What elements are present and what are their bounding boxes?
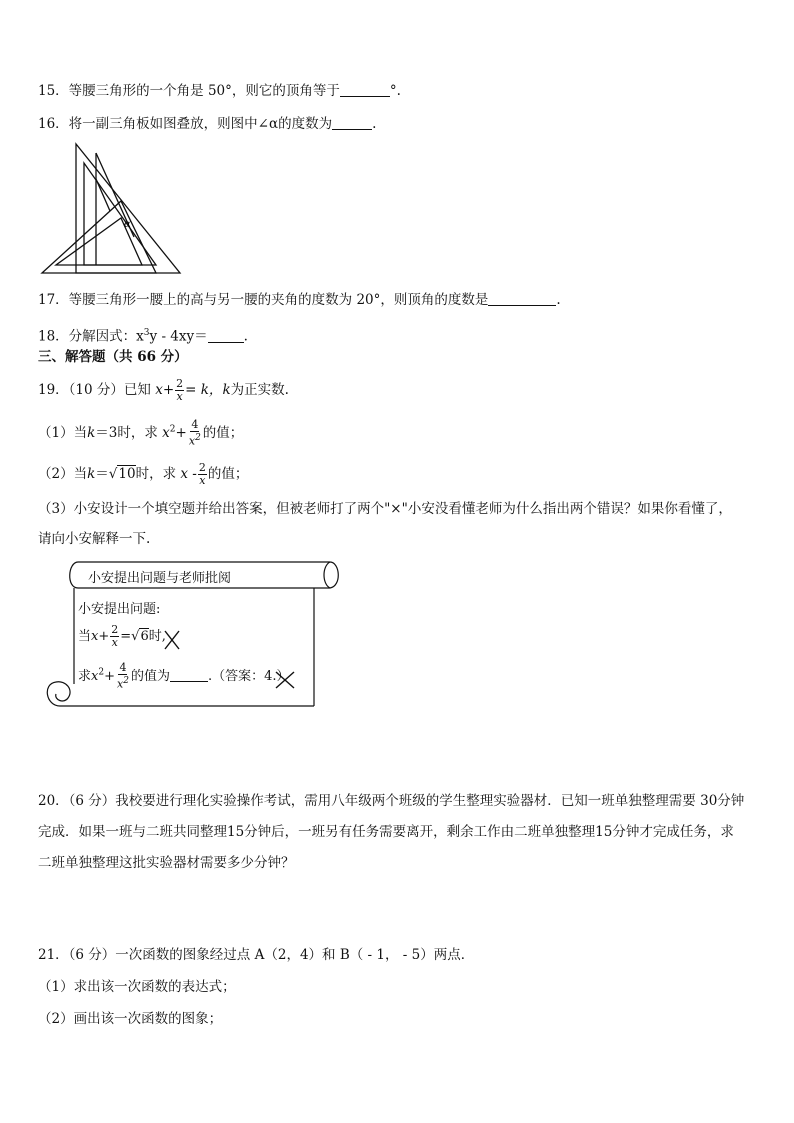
question-19-part-1: （1）当k＝3时，求 $x^2+$ $\frac{4}{x^2}$ 的值； [38, 418, 244, 448]
question-20-line-3: 二班单独整理这批实验器材需要多少分钟？ [38, 855, 295, 871]
question-15-text: 15．等腰三角形的一个角是 50°，则它的顶角等于 [38, 83, 340, 99]
set-squares-figure [38, 141, 184, 275]
fraction: $\frac{4}{x^2}$ [188, 418, 201, 448]
question-19-part-2: （2）当k＝√10时，求 x - $\frac{2}{x}$ 的值； [38, 461, 249, 487]
question-19-part-3-line-1: （3）小安设计一个填空题并给出答案，但被老师打了两个"×"小安没看懂老师为什么指出两个错误？如果你看懂了， [38, 501, 732, 517]
question-21-part-1: （1）求出该一次函数的表达式； [38, 979, 236, 995]
alpha-label: α [124, 219, 131, 230]
scroll-line-3: 求$x^2+$ $\frac{4}{x^2}$ 的值为 .（答案：4.） [78, 661, 290, 691]
scroll-line-1: 小安提出问题: [78, 602, 161, 617]
sqrt-value: 10 [118, 466, 136, 482]
scroll-figure [38, 558, 344, 714]
cross-marks [38, 558, 344, 714]
question-16: 16．将一副三角板如图叠放，则图中∠α的度数为 . [38, 116, 377, 132]
question-17: 17．等腰三角形一腰上的高与另一腰的夹角的度数为 20°，则顶角的度数是 . [38, 292, 561, 308]
scroll-line-2: 当x+ $\frac{2}{x}$ =√6时, [78, 623, 166, 649]
question-20-line-1: 20．（6 分）我校要进行理化实验操作考试，需用八年级两个班级的学生整理实验器材．已知一班单独整理需要 30分钟 [38, 793, 745, 809]
fraction: $\frac{2}{x}$ [198, 461, 206, 487]
question-19: 19．（10 分）已知 x+ $\frac{2}{x}$ = k，k为正实数. [38, 377, 289, 403]
section-heading: 三、解答题（共 66 分） [38, 349, 188, 365]
answer-blank[interactable] [488, 291, 556, 306]
question-15: 15．等腰三角形的一个角是 50°，则它的顶角等于 °. [38, 83, 401, 99]
question-21-line-1: 21．（6 分）一次函数的图象经过点 A（2，4）和 B（ - 1， - 5）两点． [38, 947, 475, 963]
question-18: 18．分解因式：$x^3y - 4xy=$ . [38, 328, 248, 345]
scroll-title: 小安提出问题与老师批阅 [88, 571, 232, 586]
question-20-line-2: 完成．如果一班与二班共同整理15分钟后，一班另有任务需要离开，剩余工作由二班单独整理15分钟才完成任务，求 [38, 824, 734, 840]
answer-blank[interactable] [340, 82, 390, 97]
question-17-text: 17．等腰三角形一腰上的高与另一腰的夹角的度数为 20°，则顶角的度数是 [38, 292, 489, 308]
answer-blank[interactable] [208, 328, 244, 343]
question-19-part-3-line-2: 请向小安解释一下. [38, 531, 151, 547]
question-21-part-2: （2）画出该一次函数的图象； [38, 1011, 223, 1027]
question-16-text: 16．将一副三角板如图叠放，则图中∠α的度数为 [38, 116, 333, 132]
fraction: $\frac{2}{x}$ [176, 377, 184, 403]
answer-blank[interactable] [332, 115, 372, 130]
